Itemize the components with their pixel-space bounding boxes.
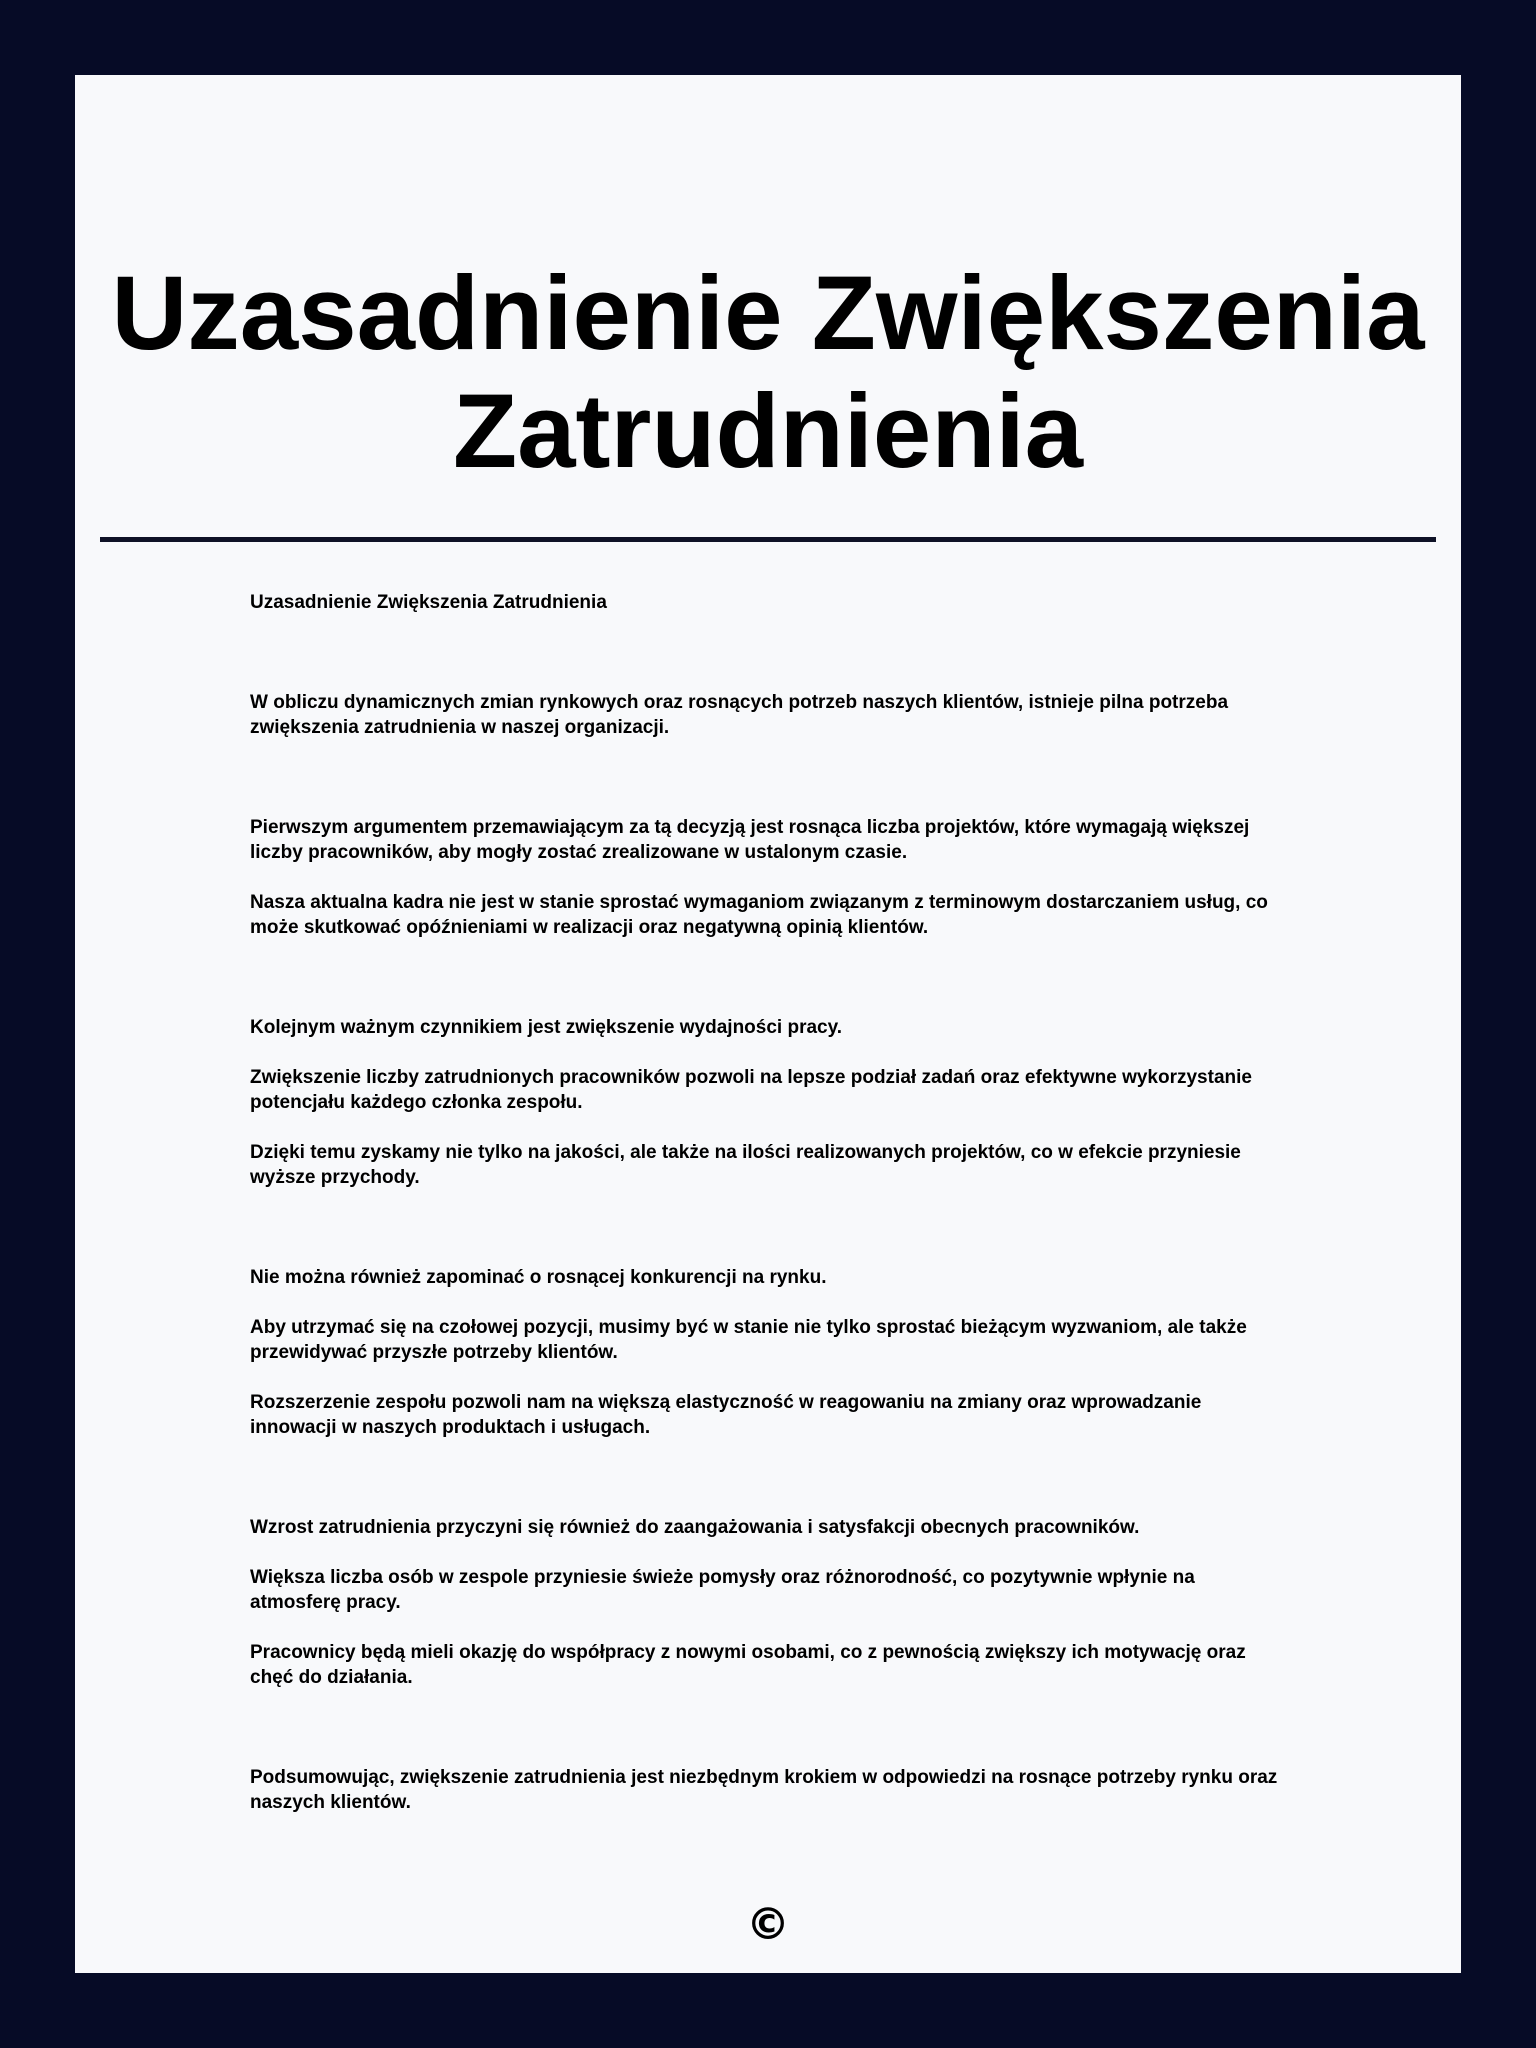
paragraph: Podsumowując, zwiększenie zatrudnienia jest niezbędnym krokiem w odpowiedzi na rosnące potrzeby rynku oraz naszych klientów. <box>250 1767 1278 1813</box>
title-divider <box>100 537 1436 542</box>
page-title: Uzasadnienie Zwiększenia Zatrudnienia <box>111 255 1425 490</box>
paragraph: Dzięki temu zyskamy nie tylko na jakości, ale także na ilości realizowanych projektów, co w efekcie przyniesie wyższe przychody. <box>250 1142 1241 1188</box>
paragraph: Aby utrzymać się na czołowej pozycji, musimy być w stanie nie tylko sprostać bieżącym wyzwaniom, ale także przewidywać przyszłe potrzeby klientów. <box>250 1317 1247 1363</box>
paragraph: Kolejnym ważnym czynnikiem jest zwiększenie wydajności pracy. <box>250 1017 843 1038</box>
section-summary <box>250 1765 1290 1815</box>
section-projects <box>250 815 1290 940</box>
section-intro <box>250 690 1290 740</box>
paragraph: Pracownicy będą mieli okazję do współpracy z nowymi osobami, co z pewnością zwiększy ich motywację oraz chęć do działania. <box>250 1642 1246 1688</box>
document-body <box>250 590 1290 1890</box>
section-competition <box>250 1265 1290 1440</box>
section-engagement <box>250 1515 1290 1690</box>
paragraph: Wzrost zatrudnienia przyczyni się również do zaangażowania i satysfakcji obecnych pracowników. <box>250 1517 1140 1538</box>
paragraph: Większa liczba osób w zespole przyniesie świeże pomysły oraz różnorodność, co pozytywnie wpłynie na atmosferę pracy. <box>250 1567 1195 1613</box>
paragraph: Nasza aktualna kadra nie jest w stanie sprostać wymaganiom związanym z terminowym dostarczaniem usług, co może skutkować opóźnieniami w realizacji oraz negatywną opinią klientów. <box>250 892 1268 938</box>
document-page <box>75 75 1461 1973</box>
copyright-icon: © <box>746 1899 790 1950</box>
section-efficiency <box>250 1015 1290 1190</box>
paragraph: W obliczu dynamicznych zmian rynkowych oraz rosnących potrzeb naszych klientów, istnieje pilna potrzeba zwiększenia zatrudnienia w naszej organizacji. <box>250 692 1229 738</box>
paragraph: Zwiększenie liczby zatrudnionych pracowników pozwoli na lepsze podział zadań oraz efektywne wykorzystanie potencjału każdego członka zespołu. <box>250 1067 1252 1113</box>
paragraph: Rozszerzenie zespołu pozwoli nam na większą elastyczność w reagowaniu na zmiany oraz wprowadzanie innowacji w naszych produktach i usługach. <box>250 1392 1202 1438</box>
body-heading: Uzasadnienie Zwiększenia Zatrudnienia <box>250 592 607 613</box>
paragraph: Pierwszym argumentem przemawiającym za tą decyzją jest rosnąca liczba projektów, które wymagają większej liczby pracowników, aby mogły zostać zrealizowane w ustalonym czasie. <box>250 817 1250 863</box>
paragraph: Nie można również zapominać o rosnącej konkurencji na rynku. <box>250 1267 827 1288</box>
